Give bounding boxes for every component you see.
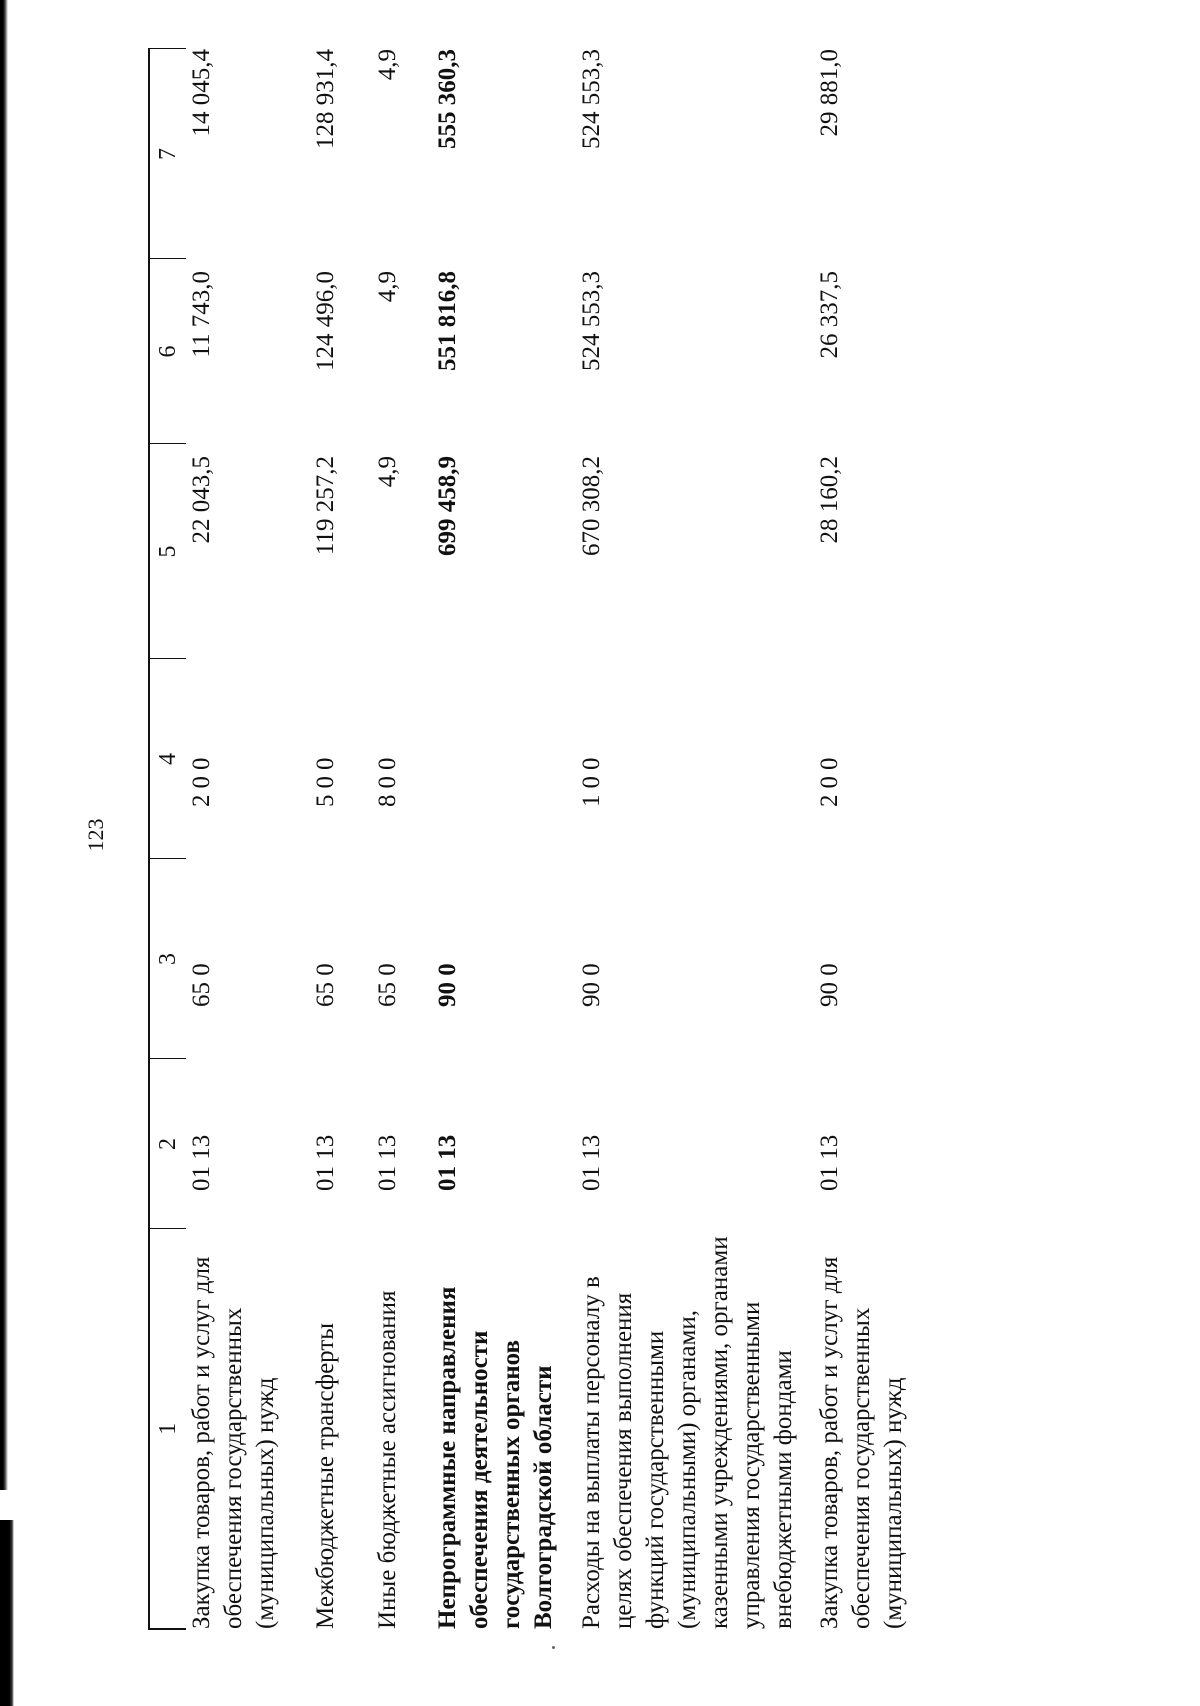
row-name: Иные бюджетные ассигнования [374, 1290, 401, 1629]
column-header-2: 2 [149, 1059, 186, 1229]
page-number: 123 [83, 818, 108, 852]
target-article-code: 90 0 [578, 963, 605, 1007]
expense-type-code: 500 [312, 751, 339, 807]
row-name: Закупка товаров, работ и услуг для обеспечения государственных (муниципальных) нужд [816, 1256, 907, 1629]
section-code: 01 13 [816, 1134, 843, 1191]
section-code: 01 13 [578, 1134, 605, 1191]
expense-type-code: 200 [188, 751, 215, 807]
amount-col7: 524 553,3 [578, 49, 605, 149]
table-row-bold [432, 49, 576, 1629]
column-header-1: 1 [149, 1229, 186, 1629]
scan-edge-top [0, 0, 8, 1490]
expense-type-code: 200 [816, 751, 843, 807]
table-row [372, 49, 432, 1629]
column-header-5: 5 [149, 444, 186, 659]
amount-col6: 524 553,3 [578, 271, 605, 371]
amount-col6: 26 337,5 [816, 271, 843, 359]
amount-col6: 551 816,8 [434, 271, 461, 371]
budget-table [148, 49, 924, 1631]
row-name: Расходы на выплаты персоналу в целях обеспечения выполнения функций государственными (муниципальными) органами, казенными учреждениями, органами управления государственными внебюджетными фондами [578, 1236, 797, 1629]
amount-col7: 29 881,0 [816, 49, 843, 137]
amount-col6: 4,9 [374, 271, 401, 303]
section-code: 01 13 [312, 1134, 339, 1191]
target-article-code: 65 0 [374, 963, 401, 1007]
scan-speck [552, 1646, 555, 1649]
column-header-6: 6 [149, 259, 186, 444]
table-row [576, 49, 814, 1629]
amount-col7: 14 045,4 [188, 49, 215, 137]
amount-col7: 555 360,3 [434, 49, 461, 149]
target-article-code: 65 0 [188, 963, 215, 1007]
amount-col7: 4,9 [374, 49, 401, 81]
column-header-7: 7 [149, 49, 186, 259]
section-code: 01 13 [188, 1134, 215, 1191]
table-row [310, 49, 372, 1629]
rotated-page-content [148, 50, 1148, 1630]
row-name: Непрограммные направления обеспечения деятельности государственных органов Волгоградской области [434, 1286, 557, 1629]
table-header-row [149, 49, 186, 1629]
amount-col5: 119 257,2 [312, 456, 339, 556]
expense-type-code: 800 [374, 751, 401, 807]
section-code: 01 13 [374, 1134, 401, 1191]
row-name: Межбюджетные трансферты [312, 1322, 339, 1629]
table-row [186, 49, 310, 1629]
expense-type-code [432, 659, 576, 859]
amount-col7: 128 931,4 [312, 49, 339, 149]
row-name: Закупка товаров, работ и услуг для обеспечения государственных (муниципальных) нужд [188, 1256, 279, 1629]
amount-col5: 22 043,5 [188, 456, 215, 544]
amount-col6: 11 743,0 [188, 271, 215, 358]
target-article-code: 65 0 [312, 963, 339, 1007]
table-row [814, 49, 924, 1629]
amount-col5: 28 160,2 [816, 456, 843, 544]
expense-type-code: 100 [578, 751, 605, 807]
target-article-code: 90 0 [434, 963, 461, 1007]
scan-edge-bottom [0, 1520, 14, 1706]
amount-col5: 699 458,9 [434, 456, 461, 556]
amount-col5: 670 308,2 [578, 456, 605, 556]
target-article-code: 90 0 [816, 963, 843, 1007]
column-header-4: 4 [149, 659, 186, 859]
column-header-3: 3 [149, 859, 186, 1059]
amount-col5: 4,9 [374, 456, 401, 488]
amount-col6: 124 496,0 [312, 271, 339, 371]
section-code: 01 13 [434, 1134, 461, 1191]
